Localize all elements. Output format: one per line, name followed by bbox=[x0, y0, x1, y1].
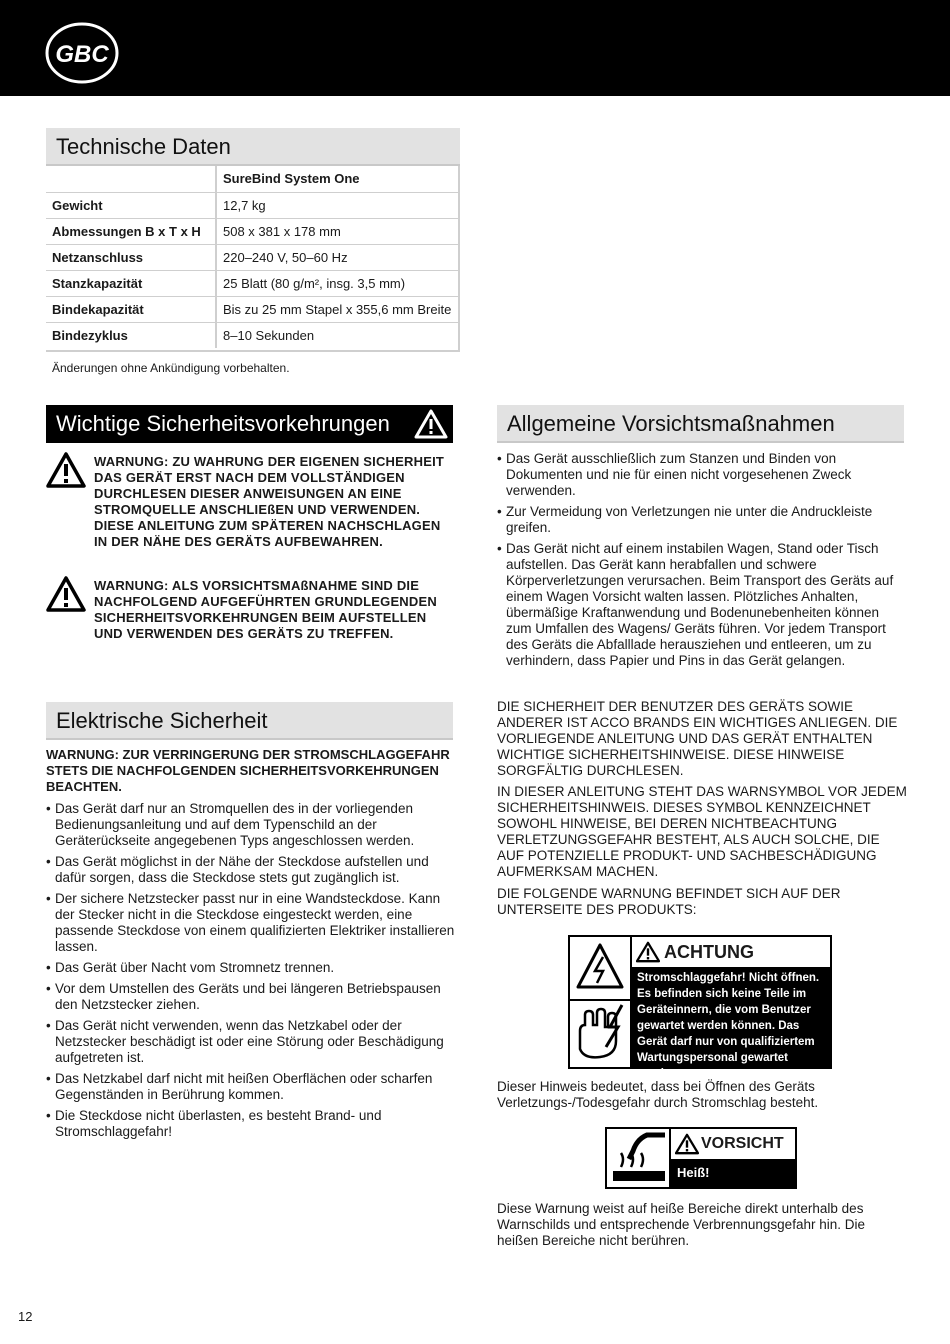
table-row: Netzanschluss 220–240 V, 50–60 Hz bbox=[46, 244, 460, 270]
vorsicht-label bbox=[605, 1127, 797, 1189]
table-row bbox=[46, 166, 460, 192]
list-item: • Der sichere Netzstecker passt nur in eine Wandsteckdose. Kann der Stecker nicht in die Steckdose eingesteckt werden, eine passende Steckdose von einem qualifizierten Elektriker installieren lassen. bbox=[46, 891, 458, 955]
list-item: • Das Gerät möglichst in der Nähe der Steckdose aufstellen und dafür sorgen, dass die Steckdose stets gut zugänglich ist. bbox=[46, 854, 458, 886]
electrical-warning: WARNUNG: ZUR VERRINGERUNG DER STROMSCHLAGGEFAHR STETS DIE NACHFOLGENDEN SICHERHEITSVORKEHRUNGEN BEACHTEN. bbox=[46, 747, 450, 794]
spec-table bbox=[46, 166, 460, 348]
list-item: • Das Gerät nicht auf einem instabilen Wagen, Stand oder Tisch aufstellen. Das Gerät kann herabfallen und schwere Körperverletzungen verursachen. Beim Transport des Geräts auf einem Wagen Vorsicht walten lassen. Plötzliches Anhalten, übermäßige Kraftanwendung und Bodenunebenheiten können zum Umfallen des Wagens/ Geräts führen. Vor jedem Transport des Geräts die Abfalllade herausziehen und entleeren, um zu verhindern, dass Papier und Pins in das Gerät gelangen. bbox=[497, 541, 905, 669]
list-item: • Vor dem Umstellen des Geräts und bei längeren Betriebspausen den Netzstecker ziehen. bbox=[46, 981, 458, 1013]
achtung-label bbox=[568, 935, 832, 1080]
table-row: Abmessungen B x T x H 508 x 381 x 178 mm bbox=[46, 218, 460, 244]
hot-surface-icon bbox=[607, 1129, 671, 1187]
warning-triangle-icon bbox=[414, 409, 448, 439]
table-row: Bindekapazität Bis zu 25 mm Stapel x 355,6 mm Breite bbox=[46, 296, 460, 322]
svg-text:GBC: GBC bbox=[55, 41, 109, 68]
hand-shock-icon bbox=[570, 1001, 632, 1067]
safety-warning-2: WARNUNG: ALS VORSICHTSMAßNAHME SIND DIE NACHFOLGEND AUFGEFÜHRTEN GRUNDLEGENDEN SICHERHEITSVORKEHRUNGEN BEIM AUFSTELLEN UND VERWENDEN DES GERÄTS ZU TREFFEN. bbox=[94, 578, 437, 641]
table-row: Gewicht 12,7 kg bbox=[46, 192, 460, 218]
general-paragraph-3: DIE FOLGENDE WARNUNG BEFINDET SICH AUF DER UNTERSEITE DES PRODUKTS: bbox=[497, 886, 841, 917]
table-row: Bindezyklus 8–10 Sekunden bbox=[46, 322, 460, 348]
electrical-heading: Elektrische Sicherheit bbox=[46, 702, 453, 740]
tech-data-heading: Technische Daten bbox=[46, 128, 460, 166]
electric-shock-icon bbox=[570, 937, 632, 1001]
header-bar bbox=[0, 0, 950, 96]
warning-triangle-icon bbox=[675, 1133, 699, 1155]
list-item: • Das Gerät nicht verwenden, wenn das Netzkabel oder der Netzstecker beschädigt ist oder eine Störung oder Beschädigung aufgetreten ist. bbox=[46, 1018, 458, 1066]
spec-note: Änderungen ohne Ankündigung vorbehalten. bbox=[52, 361, 290, 375]
electrical-list bbox=[46, 801, 458, 1145]
achtung-title: ACHTUNG bbox=[664, 942, 754, 962]
general-paragraph-2: IN DIESER ANLEITUNG STEHT DAS WARNSYMBOL VOR JEDEM SICHERHEITSHINWEIS. DIESES SYMBOL KENNZEICHNET SOWOHL HINWEISE, BEI DEREN NICHTBEACHTUNG VERLETZUNGSGEFAHR BESTEHT, ALS AUCH SOLCHE, DIE AUF POTENZIELLE PRODUKT- UND SACHBESCHÄDIGUNG AUFMERKSAM MACHEN. bbox=[497, 784, 907, 879]
general-heading: Allgemeine Vorsichtsmaßnahmen bbox=[497, 405, 904, 443]
general-paragraph-1: DIE SICHERHEIT DER BENUTZER DES GERÄTS SOWIE ANDERER IST ACCO BRANDS EIN WICHTIGES ANLIEGEN. DIE VORLIEGENDE ANLEITUNG UND DAS GERÄT ENTHALTEN WICHTIGE SICHERHEITSHINWEISE. DIESE HINWEISE SORGFÄLTIG DURCHLESEN. bbox=[497, 699, 898, 778]
list-item: • Das Gerät ausschließlich zum Stanzen und Binden von Dokumenten und nie für einen nicht vorgesehenen Zweck verwenden. bbox=[497, 451, 905, 499]
safety-heading: Wichtige Sicherheitsvorkehrungen bbox=[46, 405, 453, 443]
vorsicht-caption: Diese Warnung weist auf heiße Bereiche direkt unterhalb des Warnschilds und entsprechende Verbrennungsgefahr hin. Die heißen Bereiche nicht berühren. bbox=[497, 1201, 865, 1248]
list-item: • Das Gerät darf nur an Stromquellen des in der vorliegenden Bedienungsanleitung und auf dem Typenschild an der Geräterückseite angegebenen Typs angeschlossen werden. bbox=[46, 801, 458, 849]
product-name: SureBind System One bbox=[216, 166, 460, 192]
gbc-logo bbox=[44, 22, 120, 84]
page-number: 12 bbox=[18, 1309, 33, 1324]
warning-triangle-icon bbox=[46, 452, 86, 488]
list-item: • Die Steckdose nicht überlasten, es besteht Brand- und Stromschlaggefahr! bbox=[46, 1108, 458, 1140]
achtung-caption: Dieser Hinweis bedeutet, dass bei Öffnen des Geräts Verletzungs-/Todesgefahr durch Stromschlag besteht. bbox=[497, 1079, 819, 1110]
general-list bbox=[497, 451, 905, 674]
warning-triangle-icon bbox=[46, 576, 86, 612]
table-row: Stanzkapazität 25 Blatt (80 g/m², insg. 3,5 mm) bbox=[46, 270, 460, 296]
list-item: • Das Gerät über Nacht vom Stromnetz trennen. bbox=[46, 960, 458, 976]
vorsicht-title: VORSICHT bbox=[701, 1135, 784, 1152]
achtung-text: Stromschlaggefahr! Nicht öffnen. Es befinden sich keine Teile im Geräteinnern, die vom Benutzer gewartet werden können. Das Gerät darf nur von qualifiziertem Wartungspersonal gewartet werden. bbox=[632, 967, 830, 1067]
list-item: • Das Netzkabel darf nicht mit heißen Oberflächen oder scharfen Gegenständen in Berührung kommen. bbox=[46, 1071, 458, 1103]
vorsicht-text: Heiß! bbox=[671, 1159, 795, 1187]
warning-triangle-icon bbox=[636, 941, 660, 963]
safety-warning-1: WARNUNG: ZU WAHRUNG DER EIGENEN SICHERHEIT DAS GERÄT ERST NACH DEM VOLLSTÄNDIGEN DURCHLESEN DIESER ANWEISUNGEN AN EINE STROMQUELLE ANSCHLIEßEN UND VERWENDEN. DIESE ANLEITUNG ZUM SPÄTEREN NACHSCHLAGEN IN DER NÄHE DES GERÄTS AUFBEWAHREN. bbox=[94, 454, 445, 549]
list-item: • Zur Vermeidung von Verletzungen nie unter die Andruckleiste greifen. bbox=[497, 504, 905, 536]
